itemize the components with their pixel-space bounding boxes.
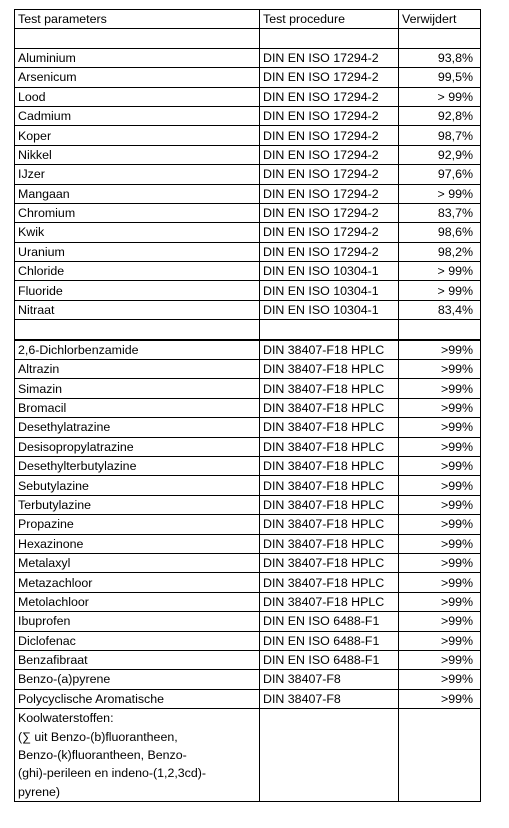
spacer-row-top [15, 29, 481, 48]
empty-cell [15, 29, 260, 48]
procedure-cell: DIN EN ISO 10304-1 [260, 262, 399, 281]
empty-cell [260, 746, 399, 764]
removal-cell: >99% [399, 515, 481, 534]
empty-cell [260, 764, 399, 782]
table-row [15, 592, 481, 611]
table-row [15, 456, 481, 475]
table-row [15, 360, 481, 379]
procedure-cell: DIN EN ISO 17294-2 [260, 145, 399, 164]
pah-description-line: pyrene) [15, 783, 260, 802]
removal-cell: 83,7% [399, 203, 481, 222]
parameter-cell: Koper [15, 126, 260, 145]
parameter-cell: Sebutylazine [15, 476, 260, 495]
spacer-row-middle [15, 320, 481, 340]
removal-cell: >99% [399, 340, 481, 360]
removal-cell: 98,2% [399, 242, 481, 261]
removal-cell: 99,5% [399, 68, 481, 87]
parameter-cell: Simazin [15, 379, 260, 398]
procedure-cell: DIN 38407-F8 [260, 670, 399, 689]
empty-cell [399, 727, 481, 745]
removal-cell: 83,4% [399, 300, 481, 319]
parameter-cell: Nitraat [15, 300, 260, 319]
header-test-parameters: Test parameters [15, 10, 260, 29]
empty-cell [260, 29, 399, 48]
parameter-cell: IJzer [15, 165, 260, 184]
empty-cell [260, 727, 399, 745]
removal-cell: >99% [399, 553, 481, 572]
procedure-cell: DIN 38407-F18 HPLC [260, 418, 399, 437]
removal-cell: 98,7% [399, 126, 481, 145]
removal-cell: >99% [399, 612, 481, 631]
procedure-cell: DIN 38407-F8 [260, 689, 399, 708]
table-row [15, 48, 481, 67]
table-row [15, 223, 481, 242]
table-row [15, 515, 481, 534]
pah-description-row [15, 709, 481, 728]
pah-description-row [15, 783, 481, 802]
procedure-cell: DIN EN ISO 17294-2 [260, 223, 399, 242]
procedure-cell: DIN 38407-F18 HPLC [260, 437, 399, 456]
procedure-cell: DIN EN ISO 17294-2 [260, 203, 399, 222]
table-row [15, 689, 481, 708]
table-row [15, 495, 481, 514]
table-row [15, 631, 481, 650]
parameter-cell: Terbutylazine [15, 495, 260, 514]
test-results-table [14, 9, 481, 802]
procedure-cell: DIN EN ISO 17294-2 [260, 165, 399, 184]
table-row [15, 106, 481, 125]
results-sheet [14, 9, 481, 802]
removal-cell: >99% [399, 437, 481, 456]
procedure-cell: DIN 38407-F18 HPLC [260, 553, 399, 572]
parameter-cell: Metazachloor [15, 573, 260, 592]
table-row [15, 340, 481, 360]
table-row [15, 126, 481, 145]
table-row [15, 145, 481, 164]
table-body [15, 29, 481, 802]
empty-cell [260, 709, 399, 728]
procedure-cell: DIN 38407-F18 HPLC [260, 476, 399, 495]
pah-description-line: Koolwaterstoffen: [15, 709, 260, 728]
parameter-cell: Bromacil [15, 398, 260, 417]
removal-cell: > 99% [399, 281, 481, 300]
procedure-cell: DIN EN ISO 17294-2 [260, 48, 399, 67]
parameter-cell: Propazine [15, 515, 260, 534]
removal-cell: >99% [399, 418, 481, 437]
removal-cell: >99% [399, 573, 481, 592]
procedure-cell: DIN EN ISO 17294-2 [260, 87, 399, 106]
removal-cell: >99% [399, 495, 481, 514]
removal-cell: > 99% [399, 87, 481, 106]
table-row [15, 437, 481, 456]
table-row [15, 553, 481, 572]
procedure-cell: DIN 38407-F18 HPLC [260, 573, 399, 592]
procedure-cell: DIN EN ISO 10304-1 [260, 281, 399, 300]
parameter-cell: Altrazin [15, 360, 260, 379]
procedure-cell: DIN EN ISO 6488-F1 [260, 631, 399, 650]
parameter-cell: Chloride [15, 262, 260, 281]
procedure-cell: DIN 38407-F18 HPLC [260, 340, 399, 360]
procedure-cell: DIN EN ISO 6488-F1 [260, 650, 399, 669]
removal-cell: 98,6% [399, 223, 481, 242]
parameter-cell: Desethylatrazine [15, 418, 260, 437]
procedure-cell: DIN EN ISO 17294-2 [260, 242, 399, 261]
removal-cell: >99% [399, 650, 481, 669]
empty-cell [399, 709, 481, 728]
empty-cell [15, 320, 260, 340]
parameter-cell: Polycyclische Aromatische [15, 689, 260, 708]
empty-cell [399, 764, 481, 782]
parameter-cell: Metolachloor [15, 592, 260, 611]
parameter-cell: Lood [15, 87, 260, 106]
pah-description-row [15, 727, 481, 745]
empty-cell [399, 746, 481, 764]
removal-cell: >99% [399, 631, 481, 650]
removal-cell: >99% [399, 476, 481, 495]
procedure-cell: DIN EN ISO 6488-F1 [260, 612, 399, 631]
removal-cell: >99% [399, 592, 481, 611]
removal-cell: 92,9% [399, 145, 481, 164]
removal-cell: > 99% [399, 184, 481, 203]
removal-cell: >99% [399, 360, 481, 379]
procedure-cell: DIN 38407-F18 HPLC [260, 456, 399, 475]
empty-cell [260, 320, 399, 340]
procedure-cell: DIN 38407-F18 HPLC [260, 379, 399, 398]
table-row [15, 300, 481, 319]
table-row [15, 68, 481, 87]
header-test-procedure: Test procedure [260, 10, 399, 29]
parameter-cell: Mangaan [15, 184, 260, 203]
parameter-cell: Ibuprofen [15, 612, 260, 631]
table-row [15, 165, 481, 184]
table-row [15, 242, 481, 261]
pah-description-line: Benzo-(k)fluorantheen, Benzo- [15, 746, 260, 764]
removal-cell: >99% [399, 534, 481, 553]
parameter-cell: Hexazinone [15, 534, 260, 553]
table-row [15, 534, 481, 553]
pah-description-line: (∑ uit Benzo-(b)fluorantheen, [15, 727, 260, 745]
empty-cell [399, 320, 481, 340]
parameter-cell: Cadmium [15, 106, 260, 125]
table-row [15, 262, 481, 281]
pah-description-row [15, 746, 481, 764]
table-row [15, 398, 481, 417]
parameter-cell: Kwik [15, 223, 260, 242]
table-row [15, 87, 481, 106]
parameter-cell: Arsenicum [15, 68, 260, 87]
table-row [15, 281, 481, 300]
procedure-cell: DIN EN ISO 17294-2 [260, 68, 399, 87]
removal-cell: >99% [399, 379, 481, 398]
table-row [15, 612, 481, 631]
table-row [15, 379, 481, 398]
removal-cell: >99% [399, 456, 481, 475]
parameter-cell: 2,6-Dichlorbenzamide [15, 340, 260, 360]
removal-cell: >99% [399, 689, 481, 708]
empty-cell [260, 783, 399, 802]
procedure-cell: DIN 38407-F18 HPLC [260, 360, 399, 379]
pah-description-row [15, 764, 481, 782]
procedure-cell: DIN 38407-F18 HPLC [260, 495, 399, 514]
parameter-cell: Aluminium [15, 48, 260, 67]
parameter-cell: Desethylterbutylazine [15, 456, 260, 475]
parameter-cell: Nikkel [15, 145, 260, 164]
table-row [15, 650, 481, 669]
header-row [15, 10, 481, 29]
removal-cell: 93,8% [399, 48, 481, 67]
procedure-cell: DIN 38407-F18 HPLC [260, 534, 399, 553]
parameter-cell: Fluoride [15, 281, 260, 300]
table-row [15, 203, 481, 222]
parameter-cell: Diclofenac [15, 631, 260, 650]
header-verwijdert: Verwijdert [399, 10, 481, 29]
removal-cell: >99% [399, 398, 481, 417]
parameter-cell: Desisopropylatrazine [15, 437, 260, 456]
removal-cell: 97,6% [399, 165, 481, 184]
procedure-cell: DIN 38407-F18 HPLC [260, 515, 399, 534]
procedure-cell: DIN EN ISO 17294-2 [260, 126, 399, 145]
procedure-cell: DIN EN ISO 10304-1 [260, 300, 399, 319]
table-row [15, 476, 481, 495]
parameter-cell: Metalaxyl [15, 553, 260, 572]
parameter-cell: Benzafibraat [15, 650, 260, 669]
procedure-cell: DIN EN ISO 17294-2 [260, 106, 399, 125]
procedure-cell: DIN 38407-F18 HPLC [260, 398, 399, 417]
table-row [15, 418, 481, 437]
pah-description-line: (ghi)-perileen en indeno-(1,2,3cd)- [15, 764, 260, 782]
table-row [15, 184, 481, 203]
empty-cell [399, 783, 481, 802]
table-row [15, 573, 481, 592]
parameter-cell: Chromium [15, 203, 260, 222]
parameter-cell: Uranium [15, 242, 260, 261]
procedure-cell: DIN EN ISO 17294-2 [260, 184, 399, 203]
procedure-cell: DIN 38407-F18 HPLC [260, 592, 399, 611]
table-row [15, 670, 481, 689]
removal-cell: >99% [399, 670, 481, 689]
removal-cell: > 99% [399, 262, 481, 281]
parameter-cell: Benzo-(a)pyrene [15, 670, 260, 689]
empty-cell [399, 29, 481, 48]
removal-cell: 92,8% [399, 106, 481, 125]
